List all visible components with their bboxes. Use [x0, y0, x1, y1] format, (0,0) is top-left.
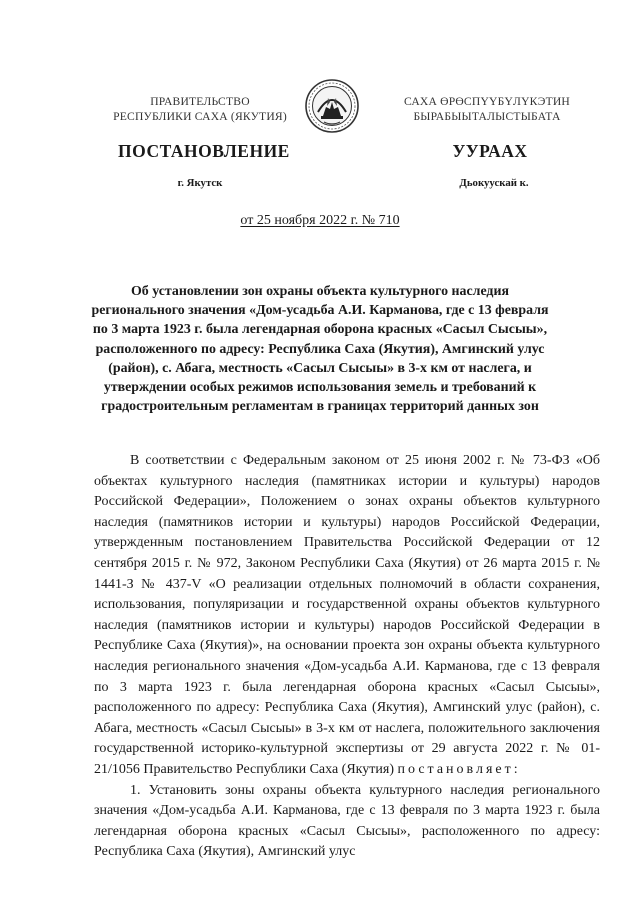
city-ru: г. Якутск: [177, 177, 223, 189]
title-line: Об установлении зон охраны объекта культурного наследия: [131, 284, 509, 299]
title-line: утверждении особых режимов использования земель и требований к: [103, 380, 537, 396]
title-line: регионального значения «Дом-усадьба А.И. Карманова, где с 13 февраля: [91, 303, 549, 319]
title-line: градостроительным регламентам в границах территорий данных зон: [101, 399, 539, 415]
title-line: по 3 марта 1923 г. была легендарная оборона красных «Сасыл Сысыы»,: [92, 322, 548, 338]
date-number-line: [180, 213, 460, 229]
coat-of-arms-graphic: [304, 78, 360, 134]
title-line: расположенного по адресу: Республика Саха (Якутия), Амгинский улус: [95, 341, 545, 357]
city-sah: Дьокуускай к.: [459, 177, 529, 189]
preamble-text: В соответствии с Федеральным законом от 25 июня 2002 г. № 73-ФЗ «Об объектах культурного наследия (памятниках истории и культуры) народов Российской Федерации», Положением о зонах охраны объектов культурного наследия (памятников истории и культуры) народов Российской Федерации, утвержденным постановлением Правительства Российской Федерации от 12 сентября 2015 г. № 972, Законом Республики Саха (Якутия) от 26 марта 2015 г. № 1441-З № 437-V «О реализации отдельных полномочий в области сохранения, использования, популяризации и государственной охраны объектов культурного наследия (памятников истории и культуры) народов Российской Федерации в Республике Саха (Якутия)», на основании проекта зон охраны объекта культурного наследия регионального значения «Дом-усадьба А.И. Карманова, где с 13 февраля по 3 марта 1923 г. была легендарная оборона красных «Сасыл Сысыы», расположенного по адресу: Республика Саха (Якутия), Амгинский улус (район), с. Абага, местность «Сасыл Сысыы» в 3-х км от наслега, положительного заключения государственной историко-культурной экспертизы от 29 августа 2022 г. № 01-21/1056 Правительство Республики Саха (Якутия): [94, 453, 600, 777]
issuer-line: БЫРАБЫЫТАЛЫСТЫБАТА: [413, 110, 561, 123]
clause-1-paragraph: 1. Установить зоны охраны объекта культурного наследия регионального значения «Дом-усадьба А.И. Карманова, где с 13 февраля по 3 марта 1923 г. была легендарная оборона красных «Сасыл Сысыы», расположенного по адресу: Республика Саха (Якутия), Амгинский улус: [94, 782, 600, 860]
preamble-paragraph: [94, 451, 600, 781]
coat-of-arms-icon: [304, 78, 360, 134]
issuer-name-sah: [378, 94, 596, 124]
issuer-line: ПРАВИТЕЛЬСТВО: [150, 95, 250, 108]
doc-type-ru: ПОСТАНОВЛЕНИЕ: [118, 141, 290, 161]
decree-word: постановляет:: [397, 761, 521, 777]
document-body: [94, 451, 600, 863]
document-title: [84, 282, 556, 416]
issuer-name-ru: [108, 94, 292, 124]
issuer-line: РЕСПУБЛИКИ САХА (ЯКУТИЯ): [113, 110, 287, 123]
doc-type-sah: УУРААХ: [452, 141, 528, 161]
date-number: от 25 ноября 2022 г. № 710: [240, 213, 400, 228]
title-line: (район), с. Абага, местность «Сасыл Сысыы» в 3-х км от наслега, и: [108, 360, 532, 376]
issuer-line: САХА ӨРӨСПҮҮБҮЛҮКЭТИН: [403, 95, 571, 108]
